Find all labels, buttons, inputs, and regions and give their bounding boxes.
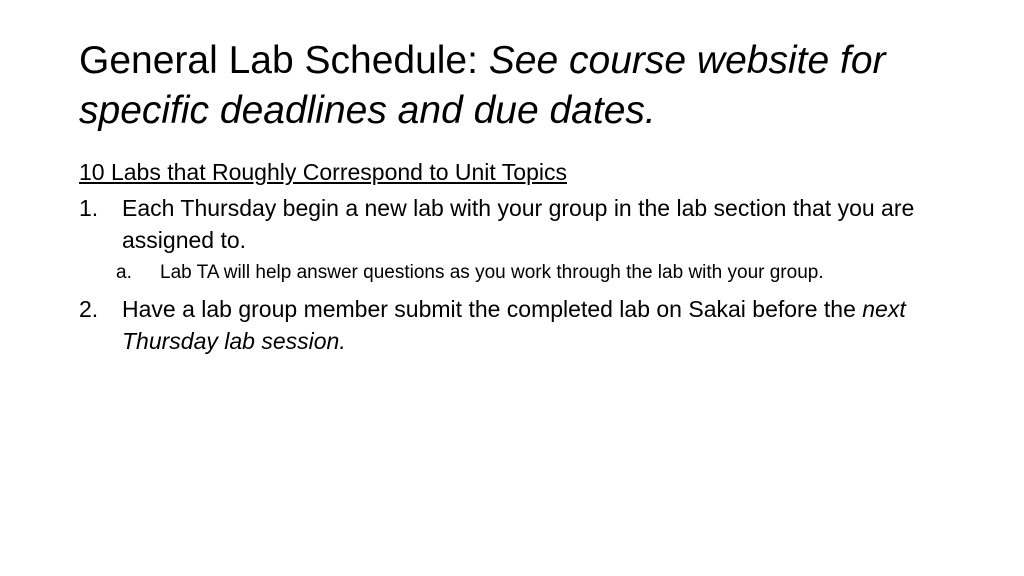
sub-list-item-a: [79, 259, 969, 287]
section-heading: 10 Labs that Roughly Correspond to Unit Topics: [79, 159, 567, 185]
slide-title: [79, 36, 979, 136]
sub-list-marker: a.: [116, 262, 132, 283]
list-marker: 2.: [79, 296, 99, 322]
list-item-2: [79, 293, 969, 357]
sub-list-item-text: Lab TA will help answer questions as you work through the lab with your group.: [160, 262, 824, 283]
list-marker: 1.: [79, 195, 99, 221]
list-item-text: Have a lab group member submit the completed lab on Sakai before the: [122, 296, 863, 322]
list-item-text: Each Thursday begin a new lab with your group in the lab section that you are assigned to.: [122, 195, 915, 253]
title-regular: General Lab Schedule:: [79, 39, 489, 82]
list-item-1: [79, 192, 969, 256]
list-item-italic-text: next Thursday lab session.: [122, 296, 906, 354]
slide-body: [79, 156, 969, 357]
title-italic: See course website for specific deadlines and due dates.: [79, 39, 886, 132]
